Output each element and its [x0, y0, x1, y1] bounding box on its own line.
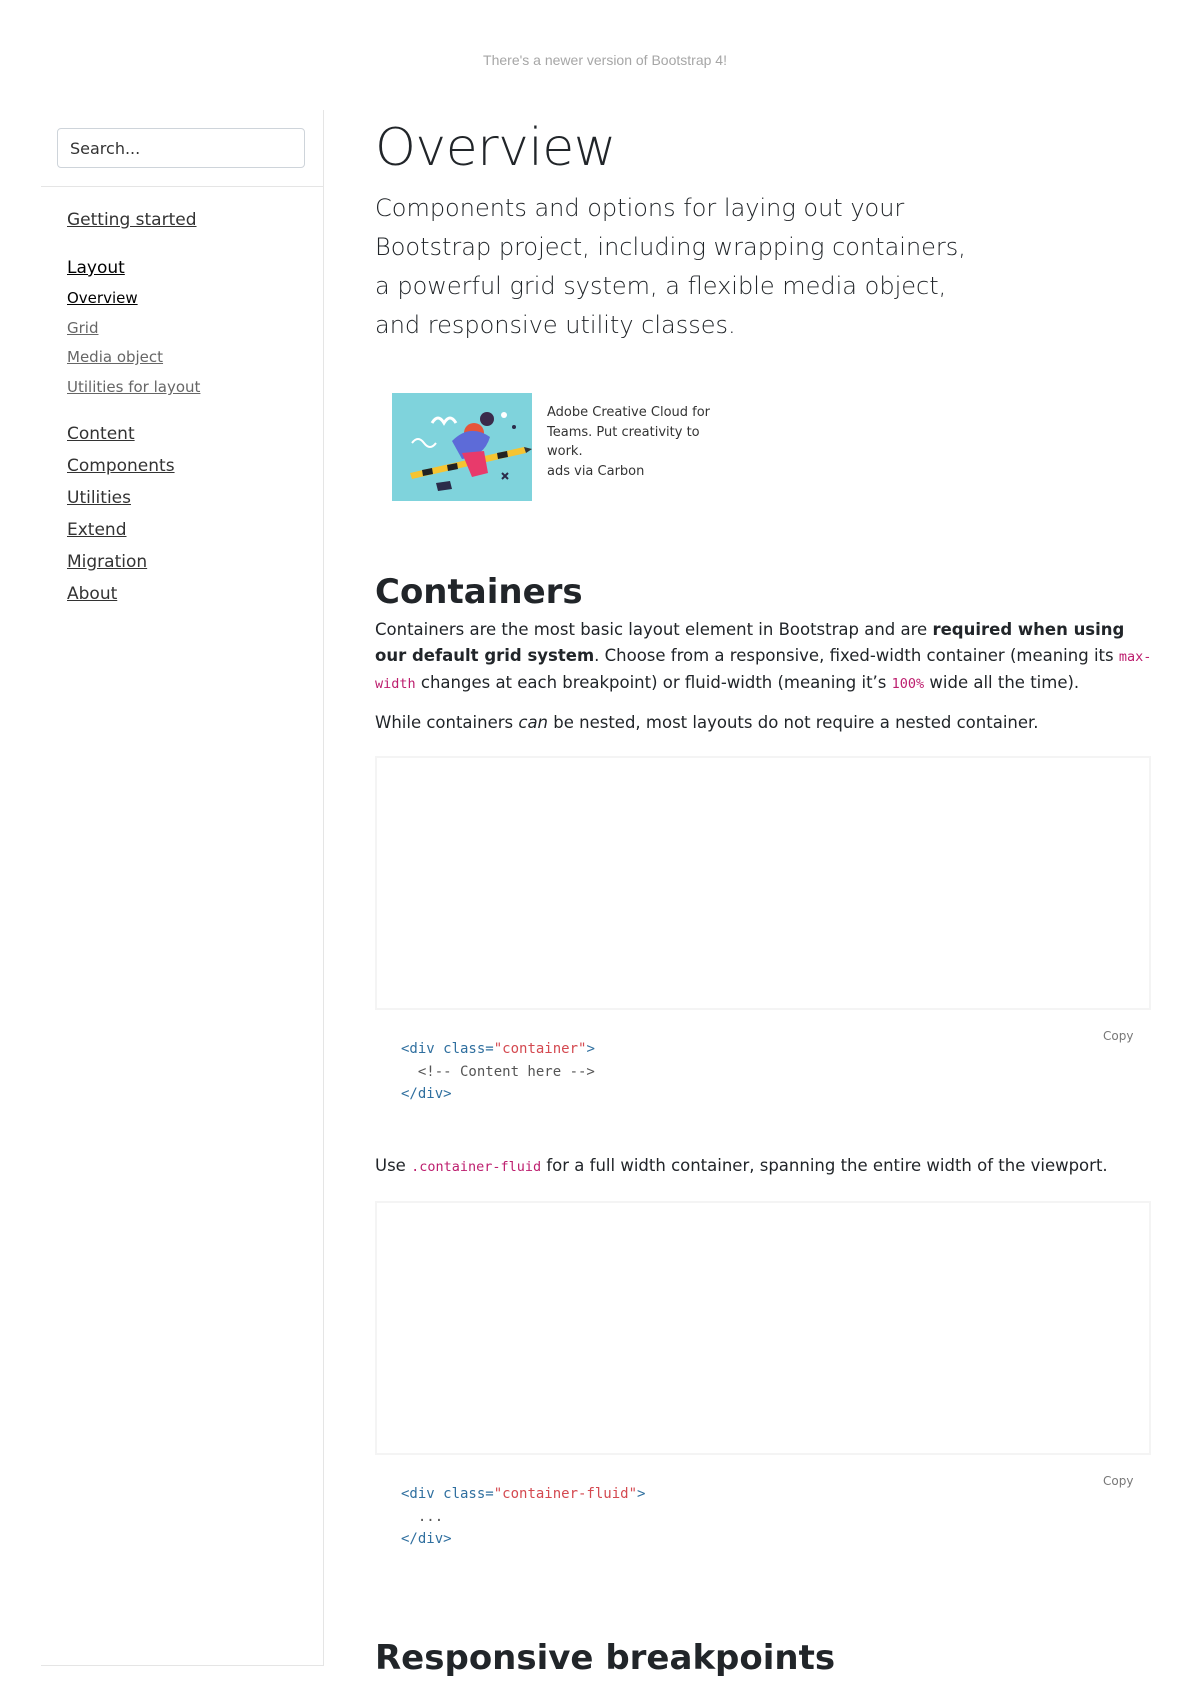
sidebar-item-migration[interactable]: Migration — [67, 552, 148, 572]
container-code-snippet — [401, 1038, 595, 1106]
code-token: class= — [434, 1486, 494, 1502]
text-run: changes at each breakpoint) or fluid-width (meaning it’s — [415, 673, 892, 692]
text-run: for a full width container, spanning the entire width of the viewport. — [541, 1156, 1108, 1175]
ad-text — [547, 403, 727, 481]
responsive-breakpoints-heading: Responsive breakpoints — [375, 1638, 836, 1678]
copy-button[interactable]: Copy — [1103, 1474, 1134, 1488]
code-token: class= — [434, 1041, 494, 1057]
carbon-ad — [392, 393, 732, 503]
code-token: <!-- Content here --> — [401, 1063, 595, 1080]
inline-code: .container-fluid — [411, 1159, 542, 1175]
newer-version-banner[interactable]: There's a newer version of Bootstrap 4! — [483, 52, 727, 68]
search-input[interactable] — [57, 128, 305, 168]
text-run: Use — [375, 1156, 412, 1175]
ads-via-carbon-link[interactable]: ads via Carbon — [547, 463, 645, 479]
page-lead: Components and options for laying out your Bootstrap project, including wrapping containers, a powerful grid system, a flexible media object, and responsive utility classes. — [375, 194, 966, 339]
page-title: Overview — [375, 118, 616, 178]
inline-code: 100% — [891, 676, 925, 692]
container-example-preview — [375, 756, 1151, 1010]
sidebar-item-components[interactable]: Components — [67, 456, 175, 476]
sidebar — [41, 110, 324, 1666]
sidebar-item-content[interactable]: Content — [67, 424, 135, 444]
sidebar-item-layout[interactable]: Layout — [67, 258, 125, 278]
container-fluid-code-snippet — [401, 1483, 645, 1551]
sidebar-item-utilities[interactable]: Utilities — [67, 488, 131, 508]
code-token: > — [586, 1041, 595, 1057]
sidebar-item-getting-started[interactable]: Getting started — [67, 210, 197, 230]
code-token: "container-fluid" — [493, 1486, 638, 1502]
code-token: "container" — [493, 1041, 587, 1057]
code-token: </div> — [401, 1531, 452, 1547]
containers-heading: Containers — [375, 572, 583, 612]
copy-button[interactable]: Copy — [1103, 1029, 1134, 1043]
ad-illustration-image[interactable] — [392, 393, 532, 501]
containers-paragraph-3 — [375, 1153, 1153, 1180]
containers-paragraph-1 — [375, 617, 1153, 697]
text-run: While containers — [375, 713, 519, 732]
ad-link[interactable]: Adobe Creative Cloud for Teams. Put creativity to work. — [547, 405, 711, 459]
search-area — [41, 110, 323, 187]
sidebar-subitem-overview[interactable]: Overview — [67, 289, 138, 307]
ad-illustration-icon — [392, 393, 532, 501]
inline-code: max-width — [375, 649, 1152, 692]
code-token: > — [637, 1486, 646, 1502]
sidebar-subitem-media-object[interactable]: Media object — [67, 348, 164, 366]
sidebar-subitem-utilities-for-layout[interactable]: Utilities for layout — [67, 378, 201, 396]
sidebar-item-about[interactable]: About — [67, 584, 118, 604]
sidebar-subitem-grid[interactable]: Grid — [67, 319, 99, 337]
container-fluid-example-preview — [375, 1201, 1151, 1455]
text-run: be nested, most layouts do not require a nested container. — [548, 713, 1039, 732]
containers-paragraph-2 — [375, 710, 1153, 736]
sidebar-item-extend[interactable]: Extend — [67, 520, 127, 540]
code-token: <div — [401, 1486, 435, 1502]
text-run: Containers are the most basic layout element in Bootstrap and are — [375, 620, 933, 639]
text-run: . Choose from a responsive, fixed-width container (meaning its — [594, 646, 1119, 665]
code-token: ... — [401, 1508, 444, 1525]
emphasis-text: can — [518, 713, 549, 732]
code-token: </div> — [401, 1086, 452, 1102]
text-run: wide all the time). — [924, 673, 1080, 692]
bold-text: required when using our default grid system — [375, 620, 1125, 665]
code-token: <div — [401, 1041, 435, 1057]
